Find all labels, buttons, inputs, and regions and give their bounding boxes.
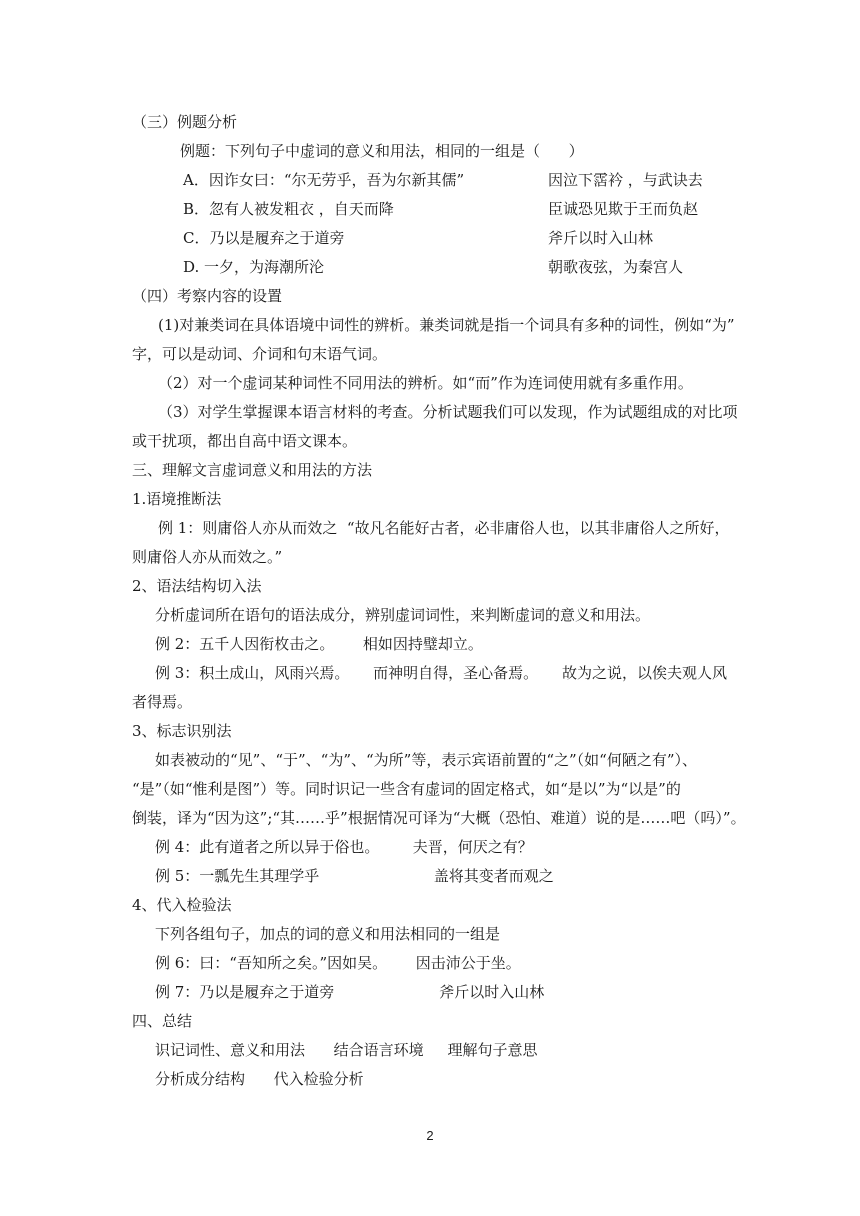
method-4-example-7: 例 7：乃以是履弃之于道旁 斧斤以时入山林 bbox=[155, 983, 545, 1001]
method-3-description-line-1: 如表被动的“见”、“于”、“为”、“为所”等，表示宾语前置的“之”（如“何陋之有”）、 bbox=[155, 751, 698, 769]
method-2-example-3-line-1: 例 3：积土成山，风雨兴焉。 而神明自得，圣心备焉。 故为之说，以俟夫观人风 bbox=[155, 664, 727, 682]
option-c-right: 斧斤以时入山林 bbox=[548, 229, 654, 247]
option-a-right: 因泣下霑衿 ，与武诀去 bbox=[548, 171, 703, 189]
method-3-example-5: 例 5：一瓢先生其理学乎 盖将其变者而观之 bbox=[155, 867, 554, 885]
option-b-right: 臣诚恐见欺于王而负赵 bbox=[548, 200, 699, 218]
method-3-description-line-3: 倒装，译为“因为这”;“其……乎”根据情况可译为“大概（恐怕、难道）说的是……吧（吗）”。 bbox=[132, 809, 746, 827]
method-3-example-4: 例 4：此有道者之所以异于俗也。 夫晋，何厌之有？ bbox=[155, 838, 533, 856]
example-question: 例题：下列句子中虚词的意义和用法，相同的一组是（ ） bbox=[180, 142, 584, 160]
method-1-title: 1.语境推断法 bbox=[132, 490, 222, 508]
method-4-example-6: 例 6：曰：“吾知所之矣。”因如吴。 因击沛公于坐。 bbox=[155, 954, 521, 972]
item-1-line-2: 字，可以是动词、介词和句末语气词。 bbox=[132, 345, 388, 363]
option-a-left: A．因诈女曰：“尔无劳乎，吾为尔新其儒” bbox=[183, 171, 465, 189]
method-3-title: 3、标志识别法 bbox=[132, 722, 232, 740]
method-2-title: 2、语法结构切入法 bbox=[132, 577, 262, 595]
option-d-left: D. 一夕，为海潮所沦 bbox=[183, 258, 325, 276]
section-heading-methods: 三、理解文言虚词意义和用法的方法 bbox=[132, 461, 373, 479]
summary-line-1: 识记词性、意义和用法 结合语言环境 理解句子意思 bbox=[155, 1041, 538, 1059]
heading-example-analysis: （三）例题分析 bbox=[132, 113, 238, 131]
item-2: （2）对一个虚词某种词性不同用法的辨析。如“而”作为连词使用就有多重作用。 bbox=[158, 374, 693, 392]
heading-content-setting: （四）考察内容的设置 bbox=[132, 287, 283, 305]
item-1-line-1: (1)对兼类词在具体语境中词性的辨析。兼类词就是指一个词具有多种的词性，例如“为” bbox=[158, 316, 735, 334]
option-d-right: 朝歌夜弦，为秦宫人 bbox=[548, 258, 684, 276]
method-2-description: 分析虚词所在语句的语法成分，辨别虚词词性，来判断虚词的意义和用法。 bbox=[155, 606, 651, 624]
section-heading-summary: 四、总结 bbox=[132, 1012, 193, 1030]
method-4-description: 下列各组句子，加点的词的意义和用法相同的一组是 bbox=[155, 925, 501, 943]
item-3-line-1: （3）对学生掌握课本语言材料的考查。分析试题我们可以发现，作为试题组成的对比项 bbox=[158, 403, 738, 421]
option-b-left: B．忽有人被发粗衣 ，自天而降 bbox=[183, 200, 394, 218]
method-4-title: 4、代入检验法 bbox=[132, 896, 232, 914]
method-2-example-3-line-2: 者得焉。 bbox=[132, 693, 193, 711]
method-1-example-1-line-1: 例 1：则庸俗人亦从而效之 “故凡名能好古者，必非庸俗人也，以其非庸俗人之所好， bbox=[158, 519, 730, 537]
item-3-line-2: 或干扰项，都出自高中语文课本。 bbox=[132, 432, 358, 450]
page-number: 2 bbox=[426, 1128, 434, 1143]
method-3-description-line-2: “是”（如“惟利是图”）等。同时识记一些含有虚词的固定格式，如“是以”为“以是”的 bbox=[132, 780, 681, 798]
method-2-example-2: 例 2：五千人因衔枚击之。 相如因持璧却立。 bbox=[155, 635, 483, 653]
method-1-example-1-line-2: 则庸俗人亦从而效之。” bbox=[132, 548, 283, 566]
summary-line-2: 分析成分结构 代入检验分析 bbox=[155, 1070, 364, 1088]
option-c-left: C．乃以是履弃之于道旁 bbox=[183, 229, 345, 247]
